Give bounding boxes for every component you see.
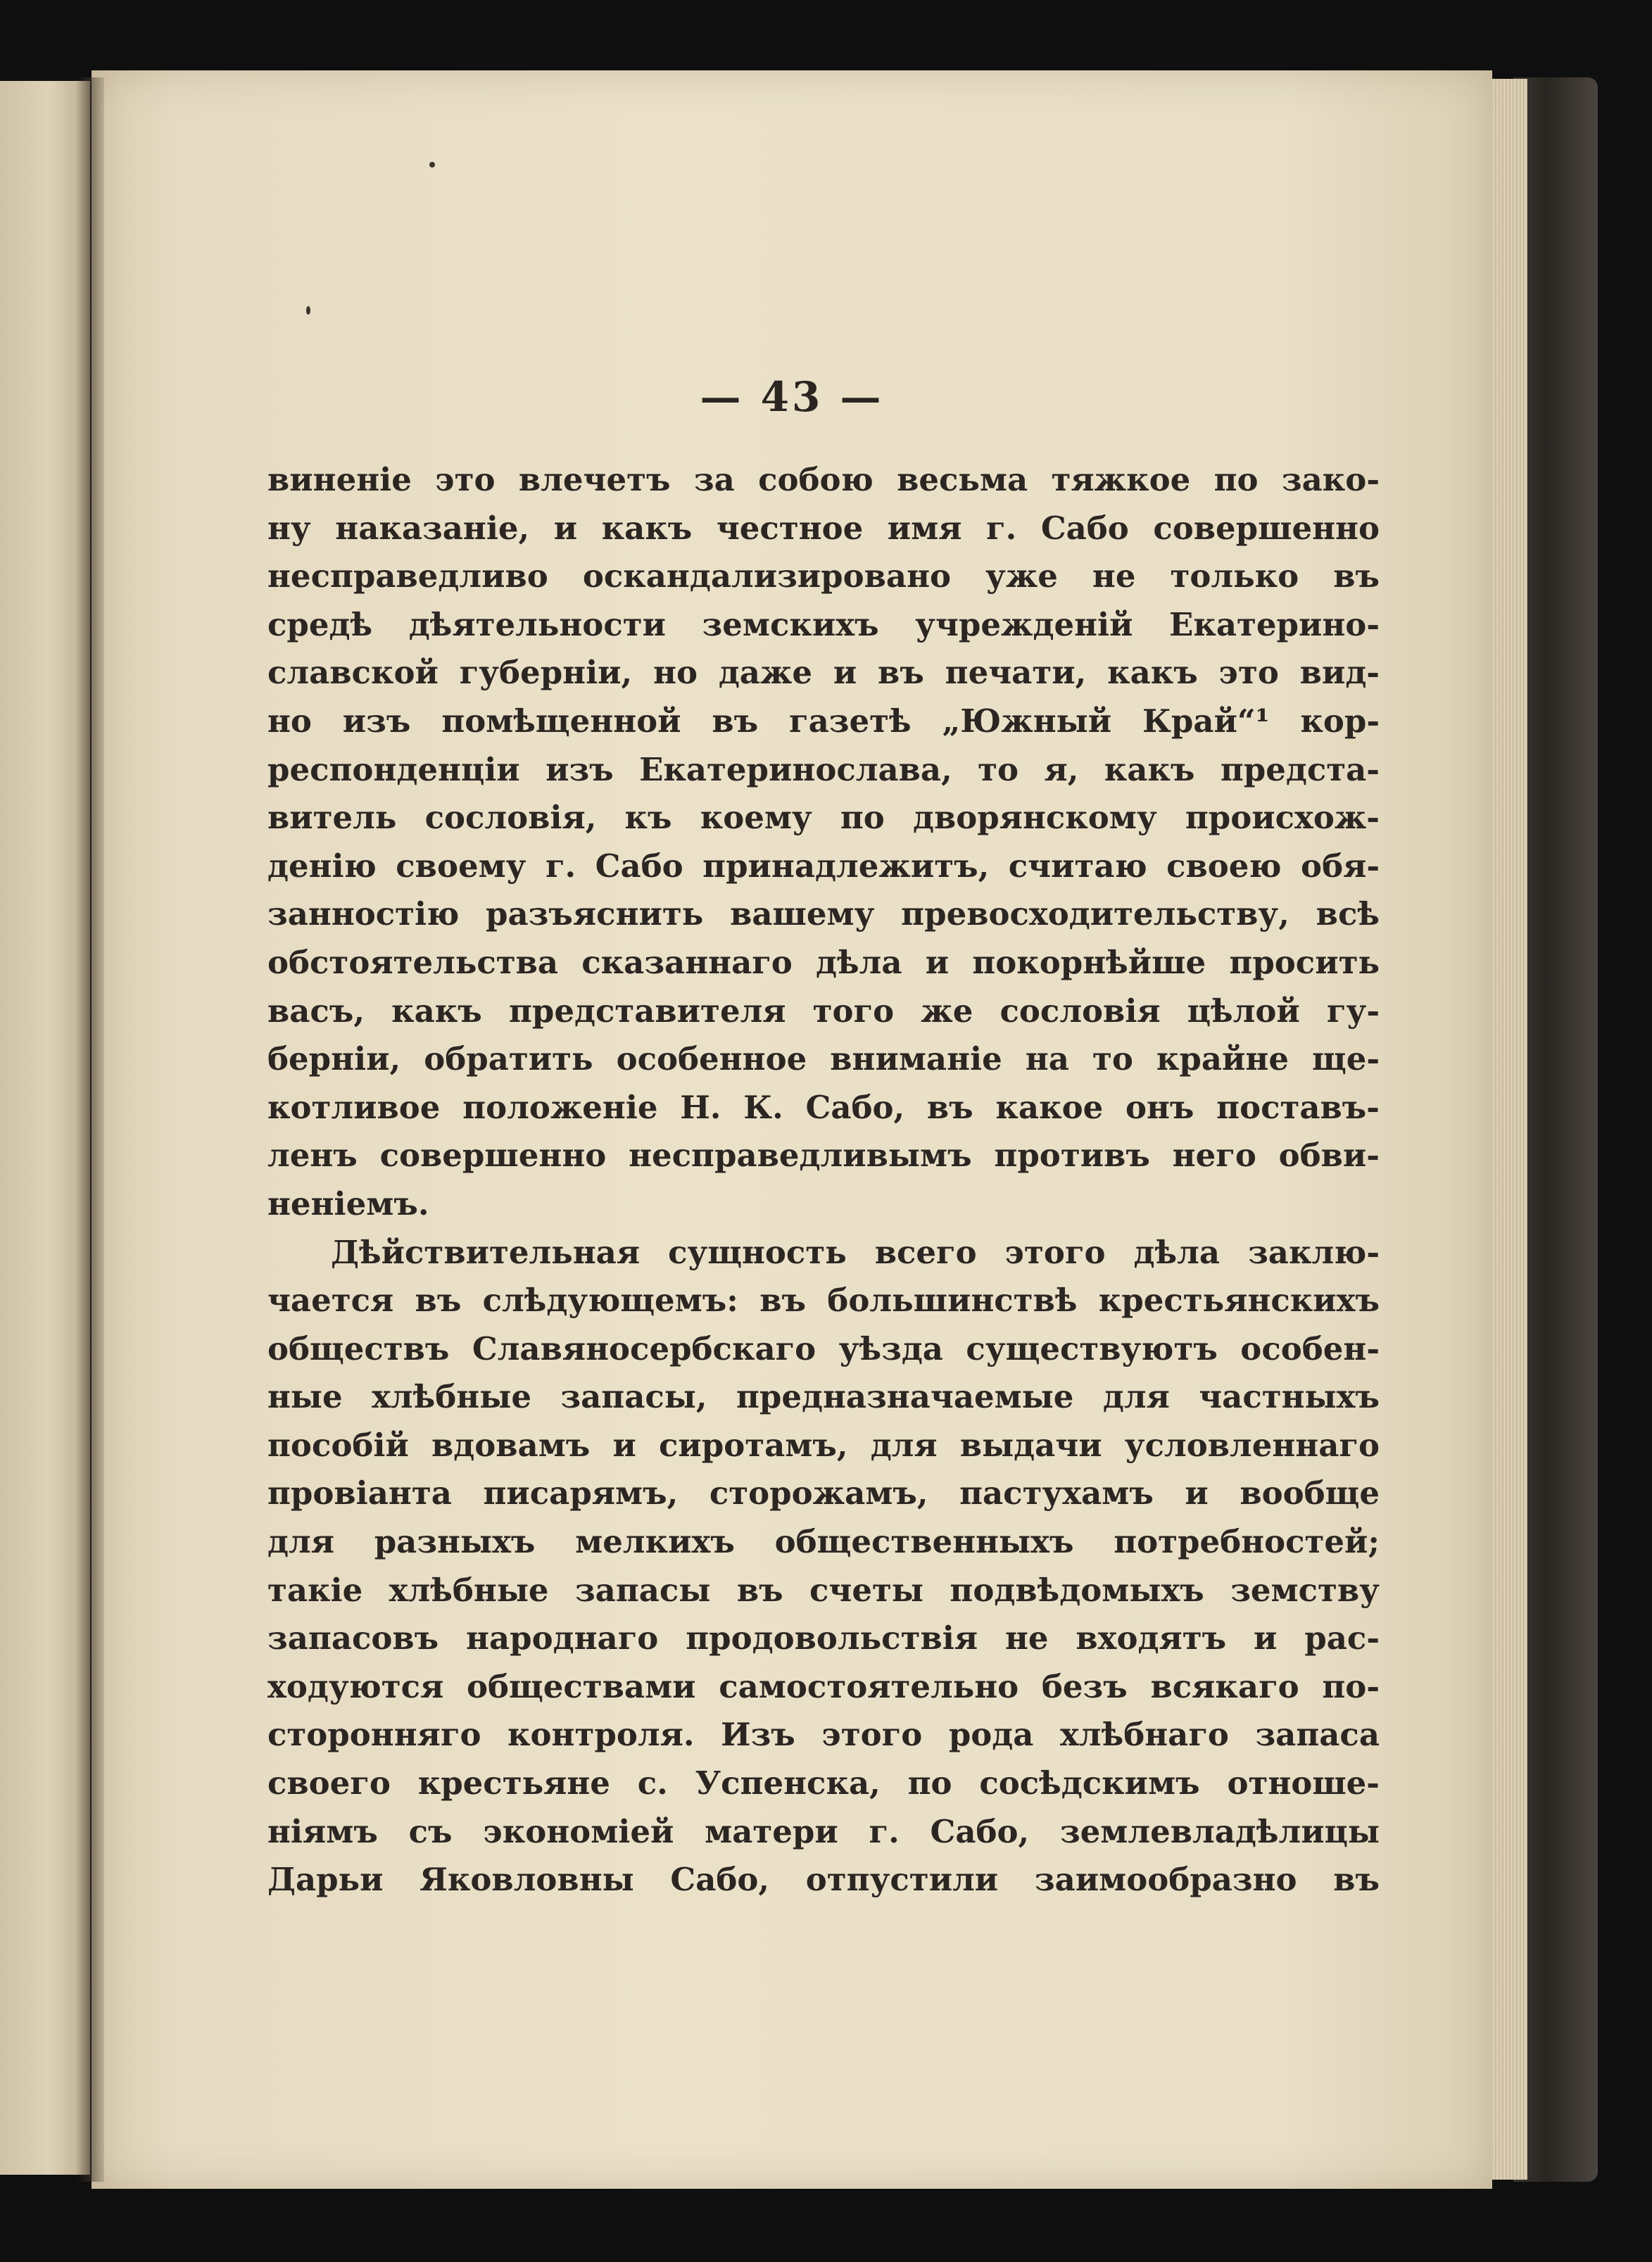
text-line: своего крестьяне с. Успенска, по сосѣдскимъ отноше- (267, 1764, 1380, 1802)
text-line: чается въ слѣдующемъ: въ большинствѣ крестьянскихъ (267, 1282, 1380, 1320)
text-line: респонденціи изъ Екатеринослава, то я, какъ предста- (267, 750, 1380, 788)
book-page (92, 70, 1492, 2189)
text-line: ніямъ съ экономіей матери г. Сабо, землевладѣлицы (267, 1812, 1380, 1850)
text-line: провіанта писарямъ, сторожамъ, пастухамъ и вообще (267, 1474, 1380, 1512)
paragraph-start-line: Дѣйствительная сущность всего этого дѣла заклю- (331, 1233, 1380, 1271)
text-line: ходуются обществами самостоятельно безъ всякаго по- (267, 1667, 1380, 1705)
text-line: котливое положеніе Н. К. Сабо, въ какое онъ поставъ- (267, 1088, 1380, 1126)
ink-speck (306, 306, 310, 315)
text-line: обществъ Славяносербскаго уѣзда существуютъ особен- (267, 1329, 1380, 1367)
text-line: славской губерніи, но даже и въ печати, какъ это вид- (267, 654, 1380, 692)
text-line: для разныхъ мелкихъ общественныхъ потребностей; (267, 1523, 1380, 1561)
text-line: запасовъ народнаго продовольствія не входятъ и рас- (267, 1619, 1380, 1657)
text-line: денію своему г. Сабо принадлежитъ, считаю своею обя- (267, 847, 1380, 885)
page-gutter-shadow (76, 77, 104, 2182)
text-line: ленъ совершенно несправедливымъ противъ него обви- (267, 1137, 1380, 1175)
text-line: ну наказаніе, и какъ честное имя г. Сабо совершенно (267, 509, 1380, 547)
text-line: берніи, обратить особенное вниманіе на то крайне ще- (267, 1040, 1380, 1078)
text-line: васъ, какъ представителя того же сословія цѣлой гу- (267, 992, 1380, 1030)
text-line: витель сословія, къ коему по дворянскому происхож- (267, 799, 1380, 837)
text-line: сторонняго контроля. Изъ этого рода хлѣбнаго запаса (267, 1716, 1380, 1754)
page-number: — 43 — (700, 373, 884, 421)
text-line: ные хлѣбные запасы, предназначаемые для частныхъ (267, 1378, 1380, 1416)
text-line: несправедливо оскандализировано уже не только въ (267, 557, 1380, 595)
text-line: Дарьи Яковловны Сабо, отпустили заимообразно въ (267, 1861, 1380, 1899)
text-line: средѣ дѣятельности земскихъ учрежденій Екатерино- (267, 605, 1380, 643)
text-line: такіе хлѣбные запасы въ счеты подвѣдомыхъ земству (267, 1571, 1380, 1609)
text-line: неніемъ. (267, 1184, 429, 1222)
text-line: но изъ помѣщенной въ газетѣ „Южный Край“¹ кор- (267, 702, 1380, 740)
text-line: обстоятельства сказаннаго дѣла и покорнѣйше просить (267, 943, 1380, 981)
text-line: виненіе это влечетъ за собою весьма тяжкое по зако- (267, 461, 1380, 498)
text-line: пособій вдовамъ и сиротамъ, для выдачи условленнаго (267, 1426, 1380, 1464)
body-text (267, 456, 1380, 1904)
text-line: занностію разъяснить вашему превосходительству, всѣ (267, 895, 1380, 933)
ink-speck (429, 162, 435, 168)
